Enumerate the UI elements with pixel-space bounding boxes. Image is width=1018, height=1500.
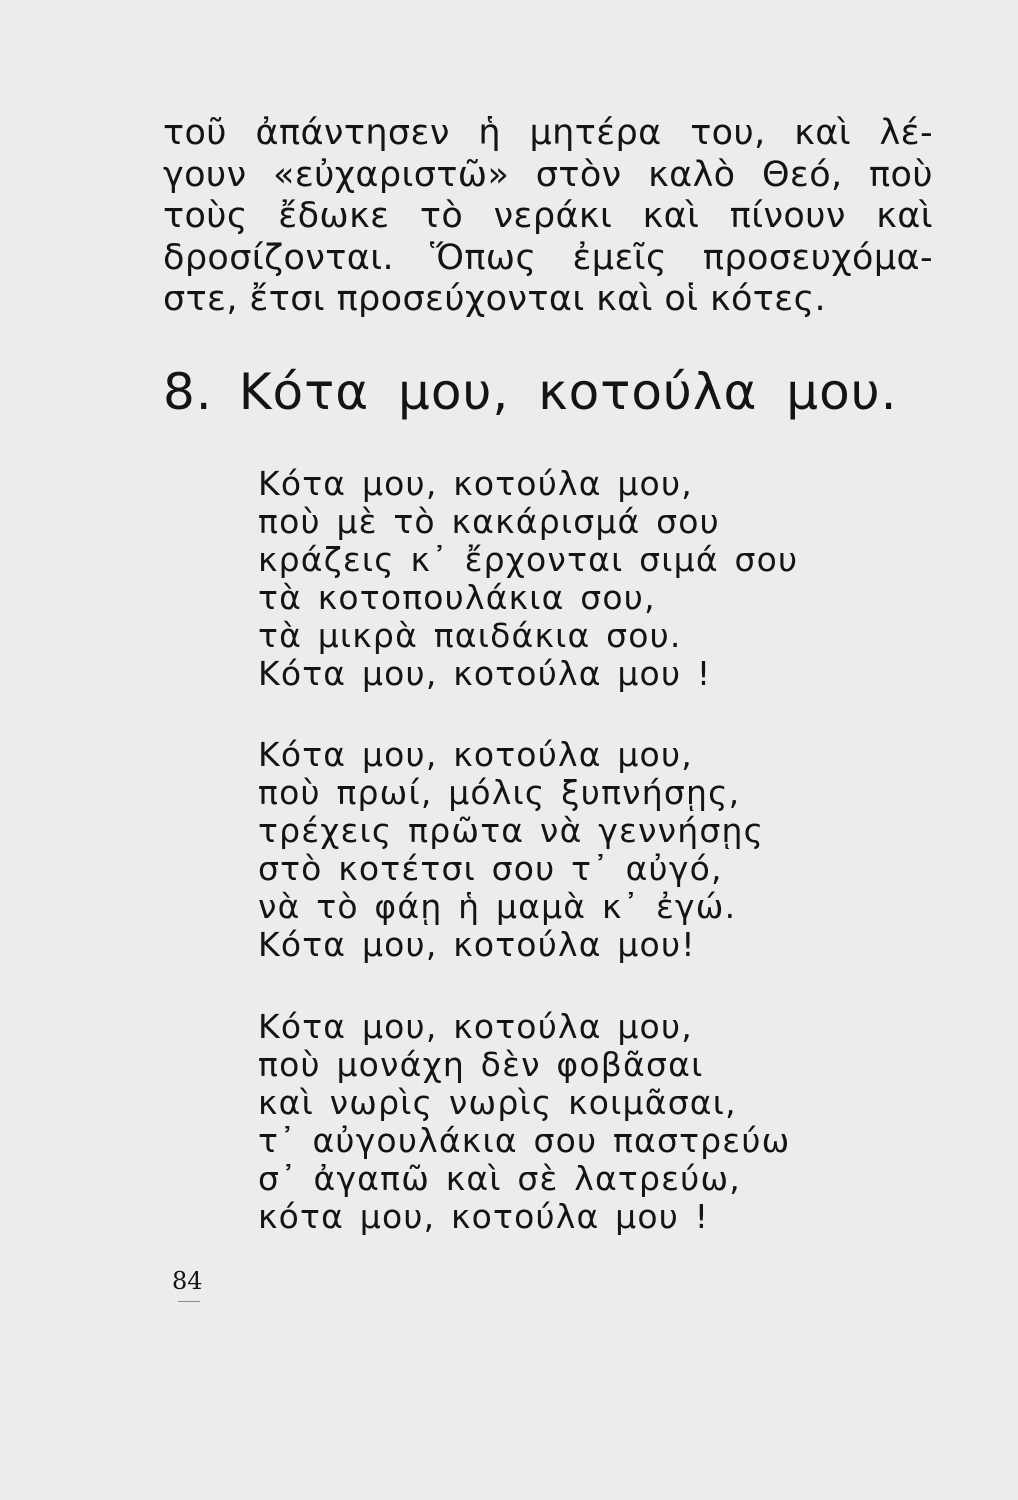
verse-line: Κότα μου, κοτούλα μου, <box>258 735 693 774</box>
intro-line: γουν «εὐχαριστῶ» στὸν καλὸ Θεό, ποὺ <box>163 154 933 195</box>
verse-line: Κότα μου, κοτούλα μου, <box>258 1007 693 1046</box>
verse-line: τ᾽ αὐγουλάκια σου παστρεύω <box>258 1121 791 1160</box>
verse-line: ποὺ μὲ τὸ κακάρισμά σου <box>258 502 720 541</box>
verse-line: ποὺ μονάχη δὲν φοβᾶσαι <box>258 1045 704 1084</box>
intro-line: τοὺς ἔδωκε τὸ νεράκι καὶ πίνουν καὶ <box>163 196 933 236</box>
intro-paragraph <box>163 113 933 321</box>
verse-line: τρέχεις πρῶτα νὰ γεννήσῃς <box>258 811 765 850</box>
stanza <box>258 1008 898 1236</box>
verse-line: νὰ τὸ φάῃ ἡ μαμὰ κ᾽ ἐγώ. <box>258 887 737 926</box>
poem-heading <box>163 360 923 424</box>
page-number-underline <box>178 1301 200 1302</box>
verse-line: καὶ νωρὶς νωρὶς κοιμᾶσαι, <box>258 1083 737 1122</box>
verse-line: Κότα μου, κοτούλα μου, <box>258 464 693 503</box>
verse-line: στὸ κοτέτσι σου τ᾽ αὐγό, <box>258 849 723 888</box>
verse-line: Κότα μου, κοτούλα μου ! <box>258 654 712 693</box>
stanza <box>258 736 898 964</box>
verse-line: τὰ μικρὰ παιδάκια σου. <box>258 616 682 655</box>
intro-line: δροσίζονται. Ὅπως ἐμεῖς προσευχόμα- <box>163 237 933 278</box>
poem-number: 8. <box>163 363 213 421</box>
verse-line: ποὺ πρωί, μόλις ξυπνήσῃς, <box>258 773 741 812</box>
verse-line: κράζεις κ᾽ ἔρχονται σιμά σου <box>258 540 799 579</box>
page-number: 84 <box>172 1267 203 1295</box>
verse-line: Κότα μου, κοτούλα μου! <box>258 925 696 964</box>
verse-line: κότα μου, κοτούλα μου ! <box>258 1197 710 1236</box>
intro-line: τοῦ ἀπάντησεν ἡ μητέρα του, καὶ λέ- <box>163 113 933 153</box>
verse-line: σ᾽ ἀγαπῶ καὶ σὲ λατρεύω, <box>258 1159 741 1198</box>
verse-line: τὰ κοτοπουλάκια σου, <box>258 578 656 617</box>
stanza <box>258 465 898 693</box>
poem-title: Κότα μου, κοτούλα μου. <box>238 363 898 421</box>
intro-line: στε, ἔτσι προσεύχονται καὶ οἱ κότες. <box>163 279 827 319</box>
